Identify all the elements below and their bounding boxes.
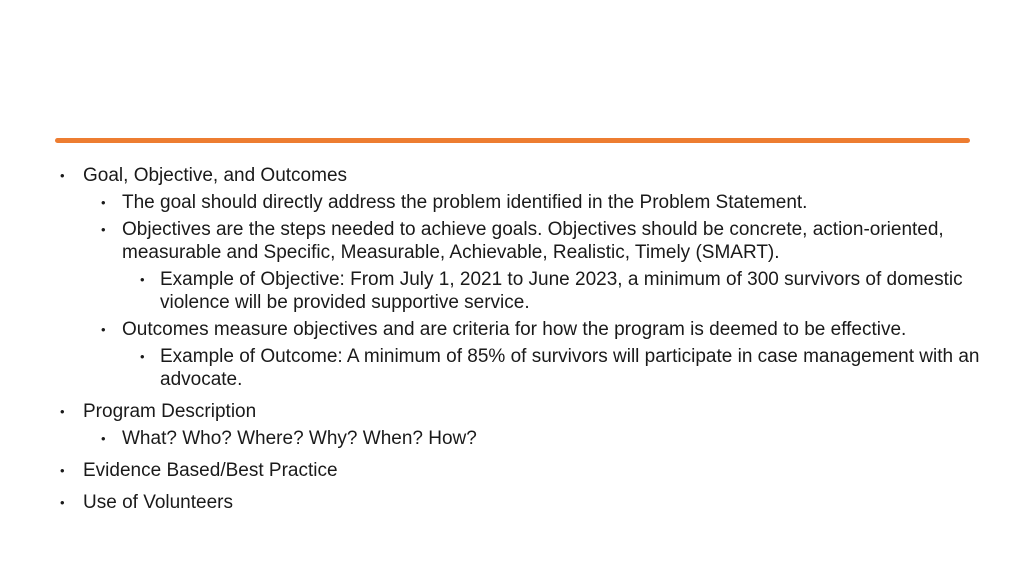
- bullet-item-objectives: [60, 218, 980, 264]
- bullet-item-questions: [60, 427, 980, 450]
- bullet-icon: •: [101, 322, 106, 337]
- bullet-icon: •: [60, 463, 65, 478]
- bullet-item-program-description: [60, 400, 980, 423]
- bullet-text: Outcomes measure objectives and are criteria for how the program is deemed to be effective.: [122, 319, 907, 340]
- bullet-text: Program Description: [83, 401, 257, 422]
- bullet-icon: •: [60, 168, 65, 183]
- bullet-list: [60, 164, 980, 514]
- bullet-item-goal-objective-outcomes: [60, 164, 980, 187]
- bullet-text: Evidence Based/Best Practice: [83, 460, 338, 481]
- bullet-text: What? Who? Where? Why? When? How?: [122, 428, 477, 449]
- bullet-text: Example of Outcome: A minimum of 85% of survivors will participate in case management with an advocate.: [160, 346, 980, 390]
- bullet-item-volunteers: [60, 491, 980, 514]
- bullet-text: Goal, Objective, and Outcomes: [83, 165, 348, 186]
- bullet-icon: •: [101, 431, 106, 446]
- bullet-item-outcome-example: [60, 345, 980, 391]
- bullet-item-objective-example: [60, 268, 980, 314]
- bullet-text: Objectives are the steps needed to achieve goals. Objectives should be concrete, action-oriented, measurable and Specific, Measurable, Achievable, Realistic, Timely (SMART).: [122, 219, 944, 263]
- accent-divider: [55, 138, 970, 143]
- bullet-text: Use of Volunteers: [83, 492, 233, 513]
- bullet-text: The goal should directly address the problem identified in the Problem Statement.: [122, 192, 808, 213]
- bullet-icon: •: [101, 222, 106, 237]
- bullet-text: Example of Objective: From July 1, 2021 to June 2023, a minimum of 300 survivors of domestic violence will be provided supportive service.: [160, 269, 963, 313]
- bullet-icon: •: [101, 195, 106, 210]
- bullet-item-evidence-based: [60, 459, 980, 482]
- bullet-item-outcomes: [60, 318, 980, 341]
- bullet-icon: •: [140, 349, 145, 364]
- bullet-icon: •: [140, 272, 145, 287]
- bullet-icon: •: [60, 495, 65, 510]
- bullet-icon: •: [60, 404, 65, 419]
- bullet-item-goal: [60, 191, 980, 214]
